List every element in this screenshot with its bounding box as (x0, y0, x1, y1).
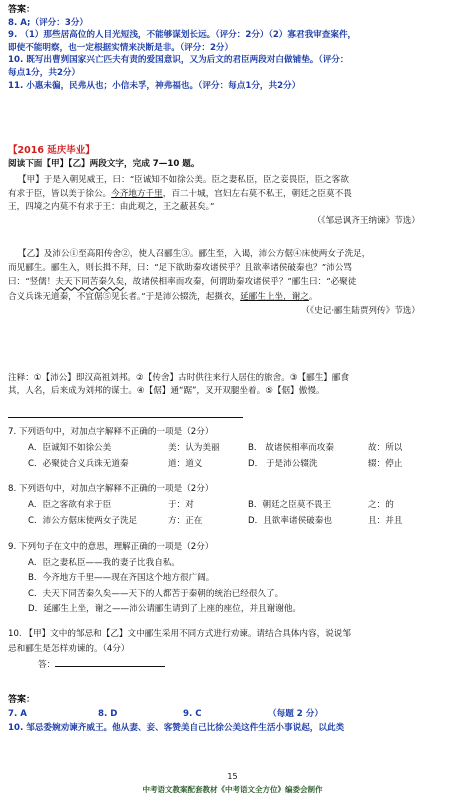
q10-line1: 10. 【甲】文中的邹忌和【乙】文中郦生采用不同方式进行劝谏。请结合具体内容，说说邹 (8, 629, 351, 639)
q9-option-c: C．夫天下同苦秦久矣——天下的人都苦于秦朝的统治已经很久了。 (28, 588, 284, 599)
passage-yi-line4a: 合义兵诛无道秦，不宜倨⑤见长者。”于是沛公辍洗，起摄衣， (8, 291, 241, 302)
notes-line2: 其，人名，后来成为刘邦的谋士。④【倨】通“踞”，叉开双腿坐着。⑤【倨】傲慢。 (8, 386, 325, 396)
answer-9-line1: 9. （1）那些居高位的人目光短浅，不能够谋划长远。（评分：2分）（2）寡君我审查案件， (8, 30, 357, 41)
q8-option-a-gloss: 于：对 (168, 500, 194, 510)
q7-option-b: B． 故诸侯相率而攻秦 (248, 443, 334, 453)
notes (8, 372, 460, 398)
q7-option-d: D． 于是沛公辍洗 (248, 459, 318, 469)
passage-yi-wavy: 夫天下同苦秦久矣 (55, 277, 125, 288)
question-8 (8, 481, 460, 529)
passage-yi-line3c: ，故诸侯相率而攻秦，何谓助秦攻诸侯乎？”郦生曰：“必聚徒 (124, 277, 357, 288)
q8-option-a: A．臣之客欲有求于臣 (28, 500, 112, 510)
q9-option-a: A．臣之妻私臣——我的妻子比我自私。 (28, 557, 180, 568)
q8-stem: 8. 下列语句中，对加点字解释不正确的一项是（2分） (8, 484, 214, 494)
q10-line2: 忌和郦生是怎样劝谏的。（4分） (8, 644, 130, 654)
answer-9-line2: 即使不能明察，也一定根据实情来决断是非。（评分：2分） (8, 42, 234, 53)
section-header (8, 145, 460, 170)
q7-option-d-gloss: 辍：停止 (368, 459, 403, 469)
section-title: 【2016 延庆毕业】 (8, 145, 95, 156)
bottom-answer-10: 10. 邹忌委婉劝谏齐威王。他从妻、妾、客赞美自己比徐公美这件生活小事说起，以此类 (8, 723, 345, 733)
q9-stem: 9. 下列句子在文中的意思，理解正确的一项是（2分） (8, 542, 214, 552)
passage-jia-line2a: 有求于臣，皆以美于徐公。 (8, 188, 112, 199)
passage-yi (8, 247, 460, 318)
bottom-answers-heading: 答案： (8, 695, 36, 705)
passage-yi-underlined: 延郦生上坐，谢之 (240, 291, 309, 302)
passage-jia-line2c: ，百二十城，宫妇左右莫不私王，朝廷之臣莫不畏 (162, 188, 352, 199)
passage-yi-line3a: 曰：“竖儒！ (8, 277, 56, 288)
question-9 (8, 540, 460, 618)
q7-stem: 7. 下列语句中，对加点字解释不正确的一项是（2分） (8, 427, 214, 437)
answer-10-line2: 每点1分，共2分） (8, 67, 81, 78)
bottom-answer-8: 8. D (98, 709, 118, 719)
question-10 (8, 627, 460, 673)
passage-jia-line3: 王，四境之内莫不有求于王：由此观之，王之蔽甚矣。” (8, 202, 215, 212)
page-footer: 中考语文教案配套教材《中考语文全方位》编委会制作 (142, 785, 323, 794)
passage-jia-underlined: 今齐地方千里 (111, 188, 163, 199)
q7-option-a: A．臣诚知不如徐公美 (28, 443, 112, 453)
top-answers (8, 4, 460, 92)
answer-8: 8. A;（评分：3分） (8, 17, 89, 28)
bottom-answers (8, 693, 460, 735)
bottom-answer-7: 7. A (8, 709, 27, 719)
q7-option-c-gloss: 道：道义 (168, 459, 203, 469)
page-number: 15 (227, 772, 238, 781)
passage-jia-source: （《邹忌讽齐王纳谏》节选） (312, 215, 420, 226)
question-7 (8, 424, 460, 472)
passage-yi-line4c: 。 (308, 291, 318, 302)
q8-option-c-gloss: 方：正在 (168, 516, 203, 526)
passage-yi-source: （《史记·郦生陆贾列传》节选） (301, 305, 420, 316)
q10-answer-line (55, 657, 165, 667)
answer-10-line1: 10. 既写出曹刿国家兴亡匹夫有责的爱国意识，又为后文的君臣两段对白做铺垫。（评分： (8, 55, 349, 66)
section-intro: 阅读下面【甲】【乙】两段文字，完成 7—10 题。 (8, 158, 200, 169)
passage-yi-line1: 【乙】及沛公①至高阳传舍②，使人召郦生③。郦生至，入谒，沛公方倨④床使两女子洗足， (18, 249, 371, 259)
bottom-answer-score: （每题 2 分） (268, 709, 323, 719)
q9-option-d: D．延郦生上坐，谢之——沛公请郦生请到了上座的座位，并且谢谢他。 (28, 604, 302, 615)
divider-rule (8, 417, 243, 418)
q7-option-c: C．必聚徒合义兵诛无道秦 (28, 459, 129, 469)
q8-option-c: C．沛公方倨床使两女子洗足 (28, 516, 138, 526)
passage-jia-line1: 【甲】于是入朝见威王，曰：“臣诚知不如徐公美。臣之妻私臣，臣之妾畏臣，臣之客欲 (18, 175, 349, 185)
q10-answer-label: 答： (38, 660, 56, 670)
q7-option-a-gloss: 美：认为美丽 (168, 443, 220, 453)
q8-option-d: D．且欲率诸侯破秦也 (248, 516, 332, 526)
q7-option-b-gloss: 故：所以 (368, 443, 403, 453)
notes-line1: 注释：①【沛公】即汉高祖刘邦。②【传舍】古时供往来行人居住的旅舍。③【郦生】郦食 (8, 373, 350, 383)
passage-jia (8, 174, 460, 228)
passage-yi-line2: 而见郦生。郦生入，则长揖不拜，曰：“足下欲助秦攻诸侯乎？且欲率诸侯破秦也？”沛公骂 (8, 263, 352, 274)
q9-option-b: B．今齐地方千里——现在齐国这个地方很广阔。 (28, 573, 215, 584)
answers-heading: 答案： (8, 5, 36, 15)
answer-11: 11. 小惠未徧，民弗从也；小信未孚，神弗福也。（评分：每点1分，共2分） (8, 80, 301, 91)
q8-option-b: B．朝廷之臣莫不畏王 (248, 500, 332, 510)
q8-option-d-gloss: 且：并且 (368, 516, 403, 526)
bottom-answer-9: 9. C (183, 709, 202, 719)
q8-option-b-gloss: 之：的 (368, 500, 394, 510)
